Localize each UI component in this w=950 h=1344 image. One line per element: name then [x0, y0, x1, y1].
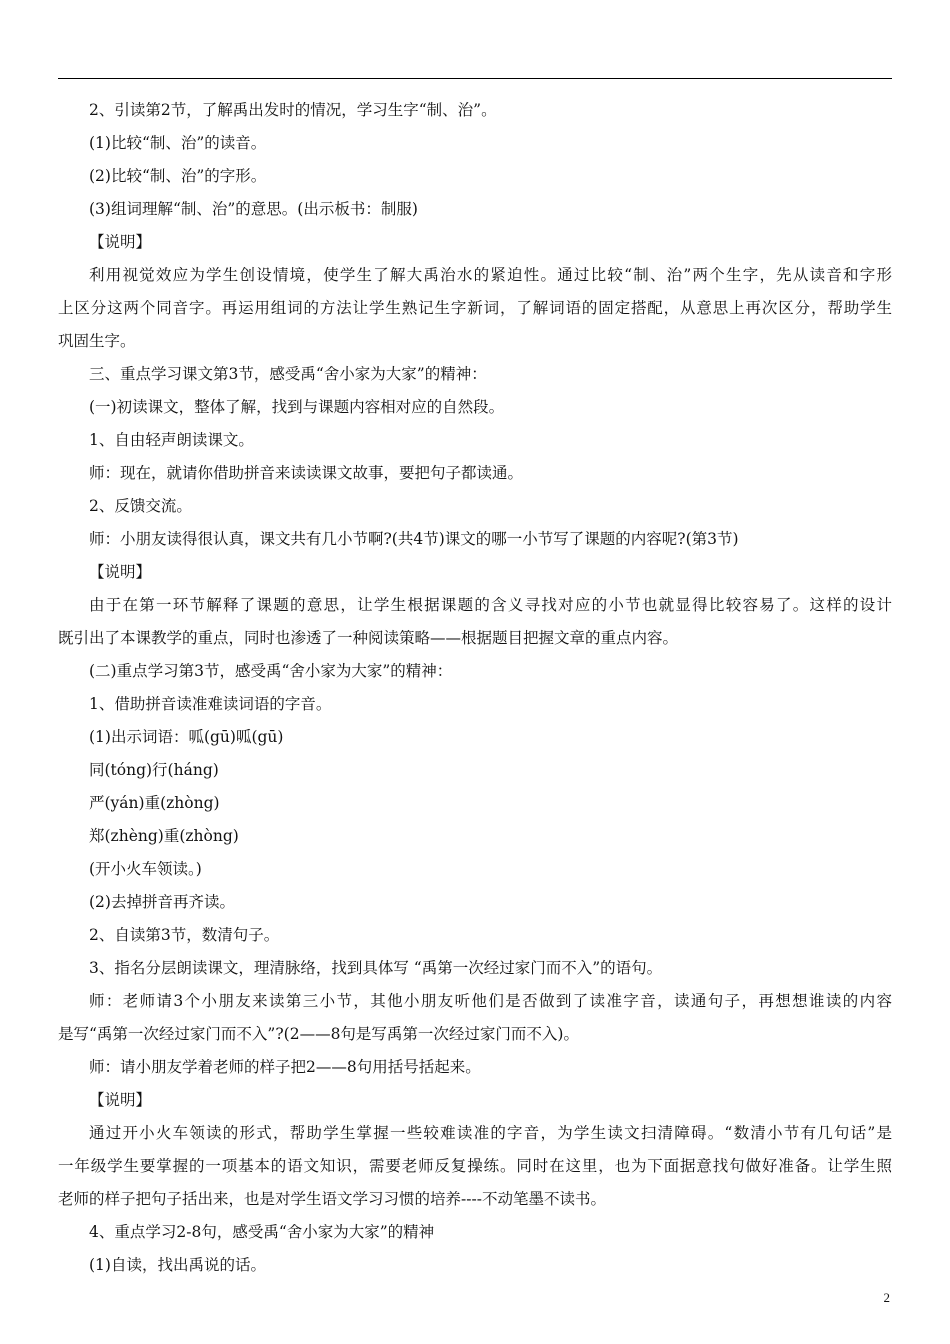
vocab-line: 严(yán)重(zhòng): [89, 794, 220, 812]
vocab-line: 同(tóng)行(háng): [89, 761, 219, 779]
section-heading: 三、重点学习课文第3节，感受禹“舍小家为大家”的精神：: [89, 365, 487, 383]
paragraph-line: 老师的样子把句子括出来，也是对学生语文学习习惯的培养----不动笔墨不读书。: [58, 1190, 606, 1208]
step-heading: 1、自由轻声朗读课文。: [89, 431, 254, 449]
step-2-heading: 2、引读第2节，了解禹出发时的情况，学习生字“制、治”。: [89, 101, 497, 119]
list-item: (2)比较“制、治”的字形。: [89, 167, 267, 185]
paragraph-line: 既引出了本课教学的重点，同时也渗透了一种阅读策略——根据题目把握文章的重点内容。: [58, 629, 679, 647]
list-item: (1)自读，找出禹说的话。: [89, 1256, 266, 1274]
explanation-label: 【说明】: [89, 563, 152, 581]
explanation-label: 【说明】: [89, 1091, 152, 1109]
paragraph-line: 利用视觉效应为学生创设情境，使学生了解大禹治水的紧迫性。通过比较“制、治”两个生字，先从读音和字形: [89, 266, 892, 284]
paragraph-line: 一年级学生要掌握的一项基本的语文知识，需要老师反复操练。同时在这里，也为下面据意找句做好准备。让学生照: [58, 1157, 892, 1175]
vocab-line: (1)出示词语：呱(gū)呱(gū): [89, 728, 284, 746]
vocab-line: 郑(zhèng)重(zhòng): [89, 827, 239, 845]
list-item: (开小火车领读。): [89, 860, 202, 878]
paragraph-line: 通过开小火车领读的形式，帮助学生掌握一些较难读准的字音，为学生读文扫清障碍。“数清小节有几句话”是: [89, 1124, 892, 1142]
list-item: (3)组词理解“制、治”的意思。(出示板书：制服): [89, 200, 418, 218]
step-heading: 4、重点学习2-8句，感受禹“舍小家为大家”的精神: [89, 1223, 435, 1241]
paragraph-line: 巩固生字。: [58, 332, 136, 350]
teacher-line: 是写“禹第一次经过家门而不入”?(2——8句是写禹第一次经过家门而不入)。: [58, 1025, 579, 1043]
teacher-line: 师：请小朋友学着老师的样子把2——8句用括号括起来。: [89, 1058, 481, 1076]
header-rule: [58, 78, 892, 79]
step-heading: 3、指名分层朗读课文，理清脉络，找到具体写 “禹第一次经过家门而不入”的语句。: [89, 959, 663, 977]
page-number: 2: [883, 1290, 890, 1305]
step-heading: 1、借助拼音读准难读词语的字音。: [89, 695, 332, 713]
step-heading: 2、反馈交流。: [89, 497, 192, 515]
list-item: (2)去掉拼音再齐读。: [89, 893, 235, 911]
subsection-heading: (一)初读课文，整体了解，找到与课题内容相对应的自然段。: [89, 398, 505, 416]
paragraph-line: 由于在第一环节解释了课题的意思，让学生根据课题的含义寻找对应的小节也就显得比较容易了。这样的设计: [89, 596, 892, 614]
teacher-line: 师：现在，就请你借助拼音来读读课文故事，要把句子都读通。: [89, 464, 524, 482]
paragraph-line: 上区分这两个同音字。再运用组词的方法让学生熟记生字新词，了解词语的固定搭配，从意思上再次区分，帮助学生: [58, 299, 892, 317]
list-item: (1)比较“制、治”的读音。: [89, 134, 267, 152]
explanation-label: 【说明】: [89, 233, 152, 251]
document-body: [58, 94, 892, 1282]
step-heading: 2、自读第3节，数清句子。: [89, 926, 280, 944]
teacher-line: 师：老师请3个小朋友来读第三小节，其他小朋友听他们是否做到了读准字音，读通句子，再想想谁读的内容: [89, 992, 892, 1010]
teacher-line: 师：小朋友读得很认真，课文共有几小节啊?(共4节)课文的哪一小节写了课题的内容呢?(第3节): [89, 530, 739, 548]
subsection-heading: (二)重点学习第3节，感受禹“舍小家为大家”的精神：: [89, 662, 453, 680]
